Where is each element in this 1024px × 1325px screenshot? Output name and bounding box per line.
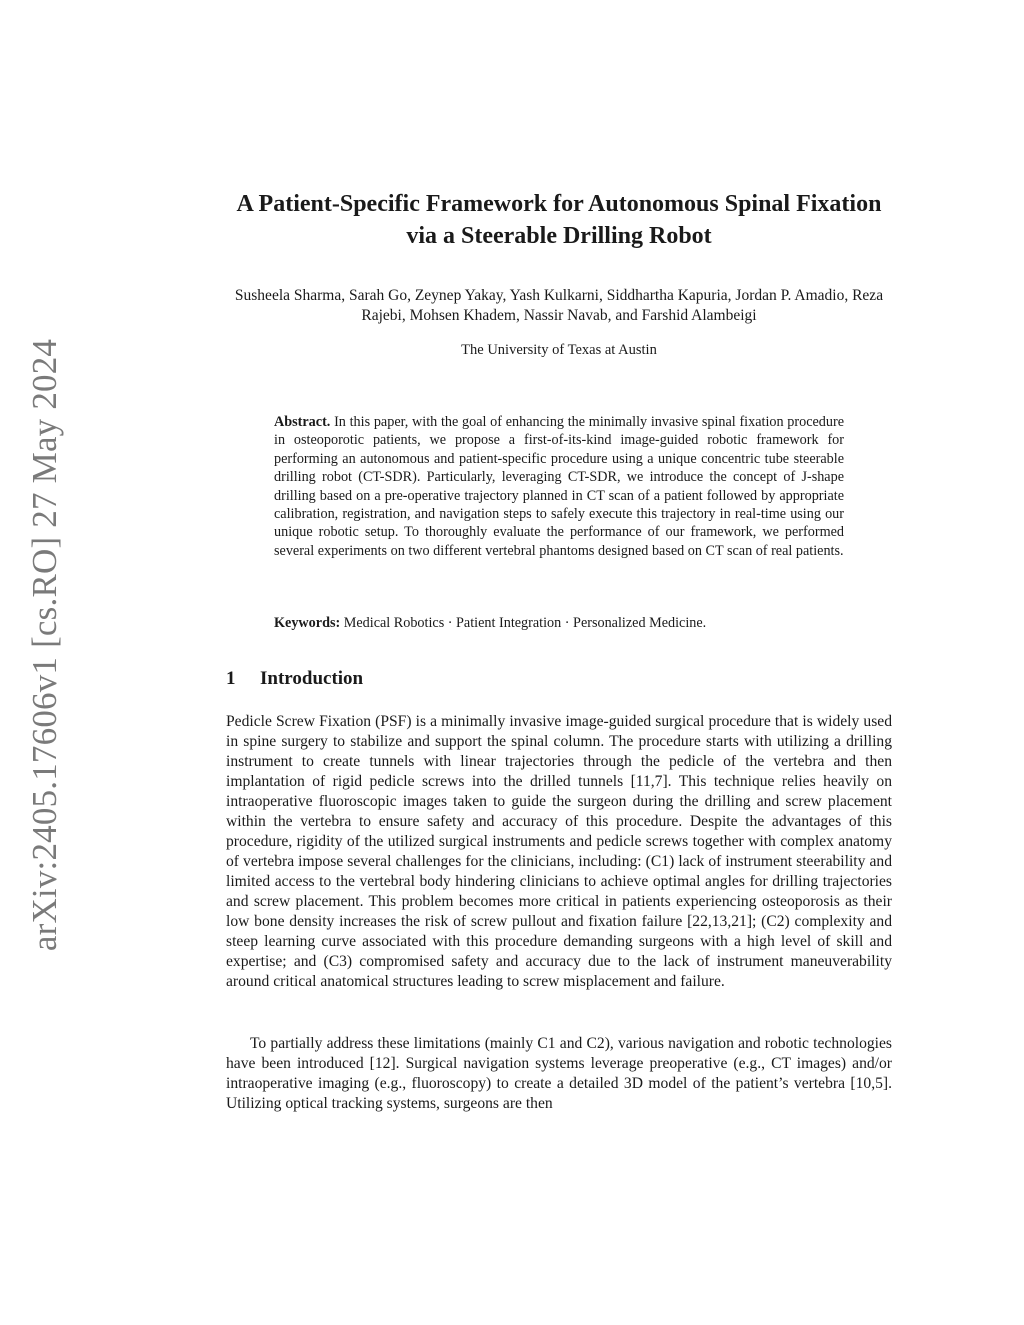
abstract-label: Abstract.	[274, 414, 331, 430]
arxiv-identifier-sidebar	[20, 338, 70, 952]
keywords-label: Keywords:	[274, 615, 341, 631]
author-list: Susheela Sharma, Sarah Go, Zeynep Yakay, Yash Kulkarni, Siddhartha Kapuria, Jordan P. Amadio, Reza Rajebi, Mohsen Khadem, Nassir Navab, and Farshid Alambeigi	[234, 287, 884, 324]
body-paragraph: Pedicle Screw Fixation (PSF) is a minimally invasive image-guided surgical procedure that is widely used in spine surgery to stabilize and support the spinal column. The procedure starts with utilizing a drilling instrument to create tunnels with linear trajectories through the pedicle of the vertebra and then implantation of rigid pedicle screws into the drilled tunnels [11,7]. This technique relies heavily on intraoperative fluoroscopic images taken to guide the surgeon during the drilling and screw placement within the vertebra to ensure safety and accuracy of this procedure. Despite the advantages of this procedure, rigidity of the utilized surgical instruments and pedicle screws together with complex anatomy of vertebra impose several challenges for the clinicians, including: (C1) lack of instrument steerability and limited access to the vertebral body hindering clinicians to achieve optimal angles for drilling trajectories and screw placement. This problem becomes more critical in patients experiencing osteoporosis as their low bone density increases the risk of screw pullout and fixation failure [22,13,21]; (C2) complexity and steep learning curve associated with this procedure demanding surgeons with a high level of skill and expertise; and (C3) compromised safety and accuracy due to the lack of instrument maneuverability around critical anatomical structures leading to screw misplacement and failure.	[226, 713, 892, 990]
section-number: 1	[226, 668, 236, 689]
keywords-text: Medical Robotics · Patient Integration · Personalized Medicine.	[343, 615, 707, 631]
affiliation: The University of Texas at Austin	[461, 342, 657, 358]
section-heading-introduction	[226, 667, 892, 691]
arxiv-identifier-text: arXiv:2405.17606v1 [cs.RO] 27 May 2024	[25, 338, 65, 952]
keywords	[274, 614, 844, 632]
abstract-text: In this paper, with the goal of enhancing the minimally invasive spinal fixation procedure in osteoporotic patients, we propose a first-of-its-kind image-guided robotic framework for performing an autonomous and patient-specific procedure using a unique concentric tube steerable drilling robot (CT-SDR). Particularly, leveraging CT-SDR, we introduce the concept of J-shape drilling based on a pre-operative trajectory planned in CT scan of a patient followed by appropriate calibration, registration, and navigation steps to safely execute this trajectory in real-time using our unique robotic setup. To thoroughly evaluate the performance of our framework, we performed several experiments on two different vertebral phantoms designed based on CT scan of real patients.	[274, 414, 845, 559]
abstract	[274, 413, 844, 560]
paper-title: A Patient-Specific Framework for Autonomous Spinal Fixation via a Steerable Drilling Robot	[236, 191, 882, 249]
section-title: Introduction	[260, 668, 364, 689]
body-paragraph: To partially address these limitations (mainly C1 and C2), various navigation and robotic technologies have been introduced [12]. Surgical navigation systems leverage preoperative (e.g., CT images) and/or intraoperative imaging (e.g., fluoroscopy) to create a detailed 3D model of the patient’s vertebra [10,5]. Utilizing optical tracking systems, surgeons are then	[226, 1035, 892, 1112]
